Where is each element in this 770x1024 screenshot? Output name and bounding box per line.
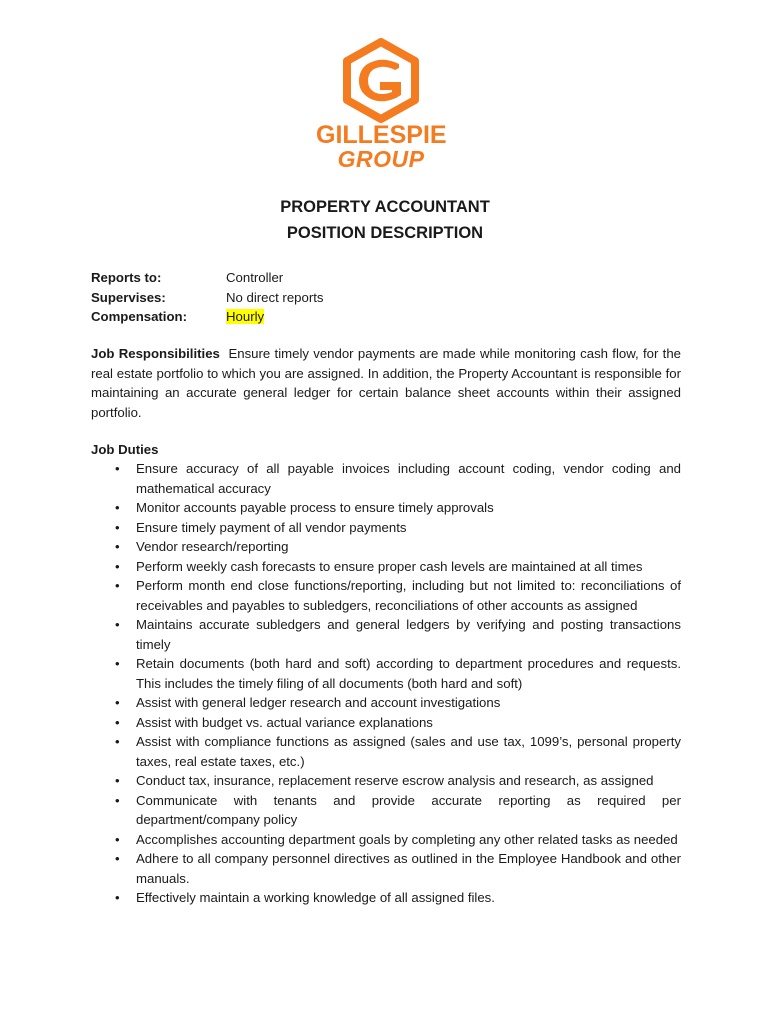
responsibilities-text: Ensure timely vendor payments are made while monitoring cash flow, for the real estate portfolio to which you are assigned. In addition, the Property Accountant is responsible for maintaining an accurate general ledger for certain balance sheet accounts within their assigned portfolio. bbox=[91, 346, 681, 420]
reports-to-value: Controller bbox=[226, 270, 284, 285]
duty-text: Maintains accurate subledgers and general ledgers by verifying and posting transactions timely bbox=[136, 617, 681, 652]
duty-text: Conduct tax, insurance, replacement reserve escrow analysis and research, as assigned bbox=[136, 773, 654, 788]
duty-item bbox=[91, 518, 681, 538]
duty-text: Effectively maintain a working knowledge of all assigned files. bbox=[136, 890, 495, 905]
duty-text: Assist with compliance functions as assigned (sales and use tax, 1099’s, personal property taxes, real estate taxes, etc.) bbox=[136, 734, 681, 769]
duty-text: Perform weekly cash forecasts to ensure proper cash levels are maintained at all times bbox=[136, 558, 643, 574]
compensation-row bbox=[91, 307, 323, 327]
logo-wordmark-line2: GROUP bbox=[337, 146, 425, 172]
logo-wordmark-line1: GILLESPIE bbox=[316, 121, 447, 149]
bullet-icon: • bbox=[115, 558, 120, 574]
duty-item bbox=[91, 713, 681, 733]
duty-item bbox=[91, 732, 681, 771]
duty-item bbox=[91, 537, 681, 557]
job-duties-heading: Job Duties bbox=[91, 442, 159, 457]
bullet-icon: • bbox=[115, 773, 120, 788]
duty-text: Communicate with tenants and provide accurate reporting as required per department/company policy bbox=[136, 792, 681, 827]
compensation-label: Compensation: bbox=[91, 309, 187, 324]
duty-item bbox=[91, 830, 681, 850]
duty-item bbox=[91, 771, 681, 791]
duty-item bbox=[91, 791, 681, 830]
reports-to-label: Reports to: bbox=[91, 270, 162, 285]
bullet-icon: • bbox=[115, 890, 120, 905]
bullet-icon: • bbox=[115, 851, 120, 866]
document-subtitle: POSITION DESCRIPTION bbox=[286, 224, 484, 242]
duty-text: Perform month end close functions/reporting, including but not limited to: reconciliations of receivables and payables to subledgers, reconciliations of other accounts as assigned bbox=[136, 578, 681, 613]
bullet-icon: • bbox=[115, 831, 120, 847]
bullet-icon: • bbox=[115, 656, 120, 671]
duty-text: Accomplishes accounting department goals by completing any other related tasks as needed bbox=[136, 831, 678, 847]
job-responsibilities bbox=[91, 344, 681, 422]
duty-text: Assist with budget vs. actual variance explanations bbox=[136, 714, 433, 730]
position-info bbox=[91, 268, 323, 327]
duty-item bbox=[91, 888, 681, 908]
responsibilities-heading: Job Responsibilities bbox=[91, 346, 220, 361]
compensation-value: Hourly bbox=[226, 309, 265, 324]
hexagon-g-icon bbox=[316, 38, 446, 124]
duty-item bbox=[91, 557, 681, 577]
duty-item bbox=[91, 498, 681, 518]
duty-text: Ensure accuracy of all payable invoices including account coding, vendor coding and mathematical accuracy bbox=[136, 461, 681, 496]
bullet-icon: • bbox=[115, 461, 120, 476]
bullet-icon: • bbox=[115, 500, 120, 515]
duty-item bbox=[91, 693, 681, 713]
company-logo bbox=[316, 38, 446, 174]
duty-item bbox=[91, 654, 681, 693]
bullet-icon: • bbox=[115, 792, 120, 808]
bullet-icon: • bbox=[115, 539, 120, 554]
supervises-label: Supervises: bbox=[91, 289, 166, 305]
duty-text: Retain documents (both hard and soft) according to department procedures and requests. This includes the timely filing of all documents (both hard and soft) bbox=[136, 656, 681, 691]
duty-text: Adhere to all company personnel directives as outlined in the Employee Handbook and other manuals. bbox=[136, 851, 681, 886]
duty-item bbox=[91, 576, 681, 615]
bullet-icon: • bbox=[115, 734, 120, 749]
duty-item bbox=[91, 459, 681, 498]
bullet-icon: • bbox=[115, 695, 120, 710]
bullet-icon: • bbox=[115, 519, 120, 535]
duty-text: Monitor accounts payable process to ensure timely approvals bbox=[136, 500, 494, 515]
supervises-value: No direct reports bbox=[226, 289, 324, 305]
duty-text: Assist with general ledger research and account investigations bbox=[136, 695, 501, 710]
duty-item bbox=[91, 615, 681, 654]
supervises-row bbox=[91, 288, 323, 308]
job-duties-list bbox=[91, 459, 681, 908]
reports-to-row bbox=[91, 268, 323, 288]
document-title: PROPERTY ACCOUNTANT bbox=[280, 198, 490, 216]
bullet-icon: • bbox=[115, 578, 120, 593]
duty-item bbox=[91, 849, 681, 888]
duty-text: Ensure timely payment of all vendor payments bbox=[136, 519, 407, 535]
duty-text: Vendor research/reporting bbox=[136, 539, 289, 554]
bullet-icon: • bbox=[115, 714, 120, 730]
bullet-icon: • bbox=[115, 617, 120, 632]
